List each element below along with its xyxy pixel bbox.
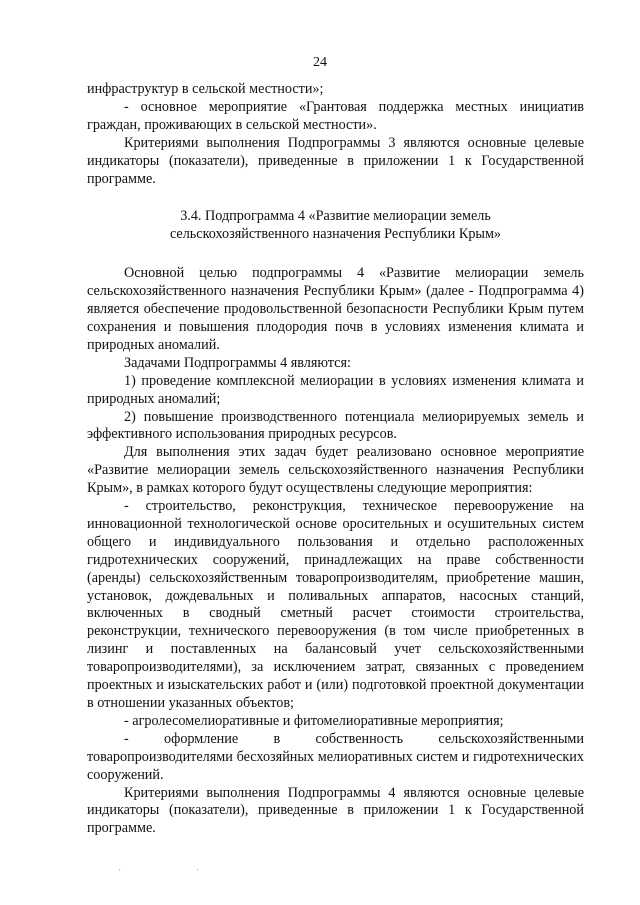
paragraph: Критериями выполнения Подпрограммы 4 являются основные целевые индикаторы (показатели), приведенные в приложении 1 к Государственной программе. <box>87 784 584 837</box>
list-item: 2) повышение производственного потенциала мелиорируемых земель и эффективного использования природных ресурсов. <box>87 408 584 443</box>
paragraph: инфраструктур в сельской местности»; <box>87 81 324 97</box>
list-item: 1) проведение комплексной мелиорации в условиях изменения климата и природных аномалий; <box>87 372 584 407</box>
paragraph: - основное мероприятие «Грантовая поддержка местных инициатив граждан, проживающих в сельской местности». <box>87 98 584 133</box>
page-number: 24 <box>313 55 327 70</box>
scan-mark: · <box>118 865 121 875</box>
page-content <box>87 81 584 838</box>
list-item: - агролесомелиоративные и фитомелиоративные мероприятия; <box>124 712 504 729</box>
paragraph: Задачами Подпрограммы 4 являются: <box>124 354 351 371</box>
scan-mark: · <box>196 865 199 875</box>
paragraph: Основной целью подпрограммы 4 «Развитие мелиорации земель сельскохозяйственного назначения Республики Крым» (далее - Подпрограмма 4) является обеспечение продовольственной безопасности Республики Крым путем сохранения и повышения плодородия почв в условиях изменения климата и природных аномалий. <box>87 265 584 353</box>
section-heading-line: сельскохозяйственного назначения Республики Крым» <box>169 226 502 243</box>
list-item: - строительство, реконструкция, техническое перевооружение на инновационной технологической основе оросительных и осушительных систем общего и индивидуального пользования и отдельно расположенных гидротехнических сооружений, принадлежащих на праве собственности (аренды) сельскохозяйственным товаропроизводителям, приобретение машин, установок, дождевальных и поливальных аппаратов, насосных станций, включенных в сводный сметный расчет стоимости строительства, реконструкции, технического перевооружения (в том числе приобретенных в лизинг и поставленных на балансовый учет сельскохозяйственными товаропроизводителями), за исключением затрат, связанных с проведением проектных и изыскательских работ и (или) подготовкой проектной документации в отношении указанных объектов; <box>87 498 584 711</box>
paragraph: Критериями выполнения Подпрограммы 3 являются основные целевые индикаторы (показатели), приведенные в приложении 1 к Государственной программе. <box>87 134 584 187</box>
section-heading-line: 3.4. Подпрограмма 4 «Развитие мелиорации земель <box>180 208 491 225</box>
list-item: - оформление в собственность сельскохозяйственными товаропроизводителями бесхозяйных мелиоративных систем и гидротехнических сооружений. <box>87 730 584 783</box>
paragraph: Для выполнения этих задач будет реализовано основное мероприятие «Развитие мелиорации земель сельскохозяйственного назначения Республики Крым», в рамках которого будут осуществлены следующие мероприятия: <box>87 444 584 497</box>
